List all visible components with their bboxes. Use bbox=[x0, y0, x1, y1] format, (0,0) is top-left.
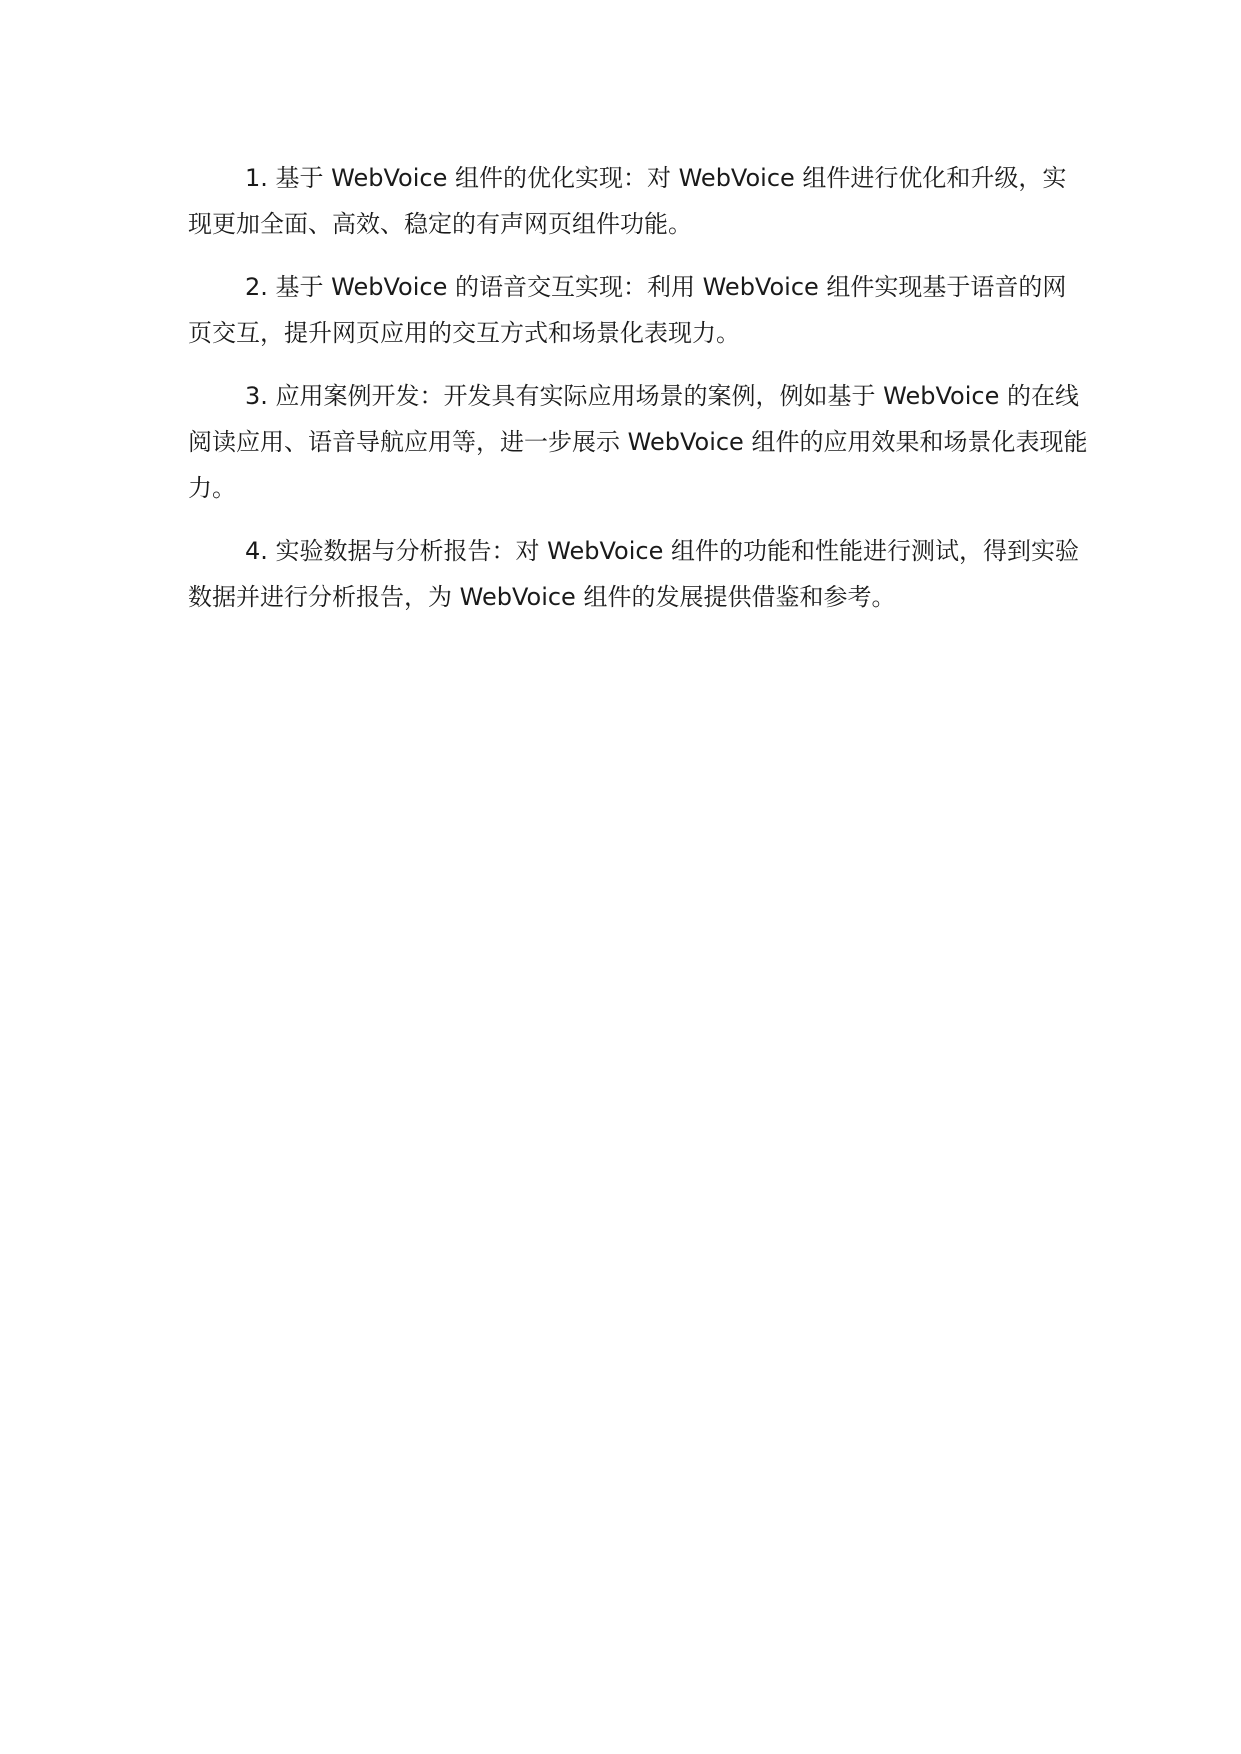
paragraph-item-2: 2. 基于 WebVoice 的语音交互实现：利用 WebVoice 组件实现基于语音的网页交互，提升网页应用的交互方式和场景化表现力。 bbox=[188, 273, 1067, 347]
document-body bbox=[188, 155, 1088, 637]
paragraph-item-3: 3. 应用案例开发：开发具有实际应用场景的案例，例如基于 WebVoice 的在线阅读应用、语音导航应用等，进一步展示 WebVoice 组件的应用效果和场景化表现能力。 bbox=[188, 382, 1088, 502]
paragraph-item-4: 4. 实验数据与分析报告：对 WebVoice 组件的功能和性能进行测试，得到实验数据并进行分析报告，为 WebVoice 组件的发展提供借鉴和参考。 bbox=[188, 537, 1079, 611]
paragraph-item-1: 1. 基于 WebVoice 组件的优化实现：对 WebVoice 组件进行优化和升级，实现更加全面、高效、稳定的有声网页组件功能。 bbox=[188, 164, 1067, 238]
